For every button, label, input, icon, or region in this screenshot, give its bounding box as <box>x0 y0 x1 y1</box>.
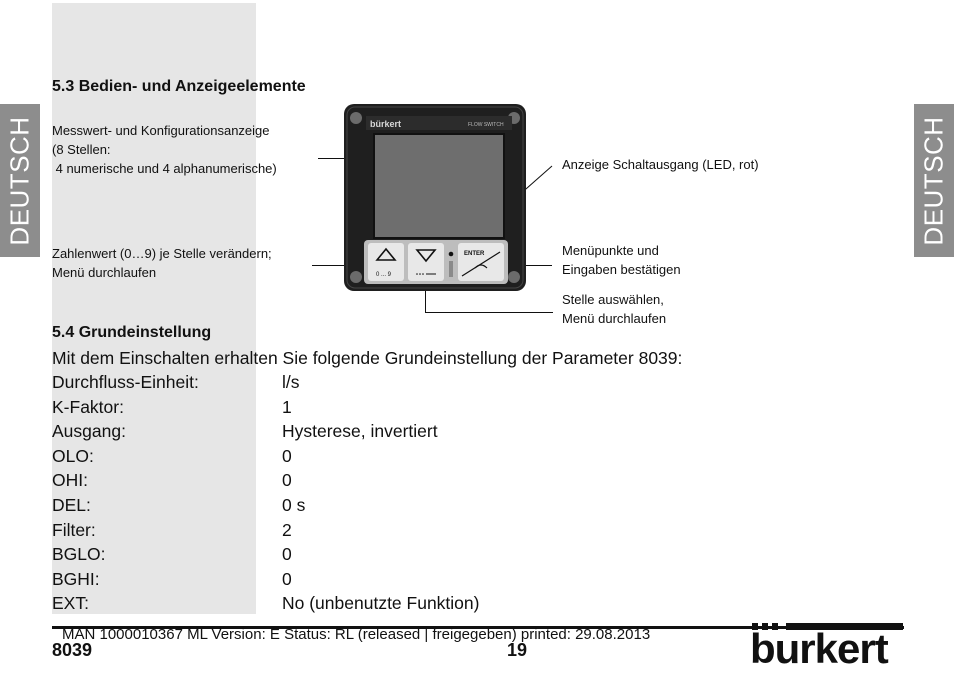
param-value: Hysterese, invertiert <box>282 421 438 442</box>
leader-select-horizontal <box>425 312 553 313</box>
param-key: EXT: <box>52 593 89 614</box>
callout-display-line3: 4 numerische und 4 alphanumerische) <box>52 161 277 176</box>
device-brand: bürkert <box>370 119 402 129</box>
callout-led: Anzeige Schaltausgang (LED, rot) <box>562 157 759 172</box>
intro-text: Mit dem Einschalten erhalten Sie folgende Grundeinstellung der Parameter 8039: <box>52 348 683 368</box>
param-key: Filter: <box>52 519 96 540</box>
param-value: No (unbenutzte Funktion) <box>282 593 480 614</box>
language-tab-right <box>914 104 954 257</box>
lcd-display <box>374 134 504 238</box>
param-key: BGHI: <box>52 568 100 589</box>
callout-display-line2: (8 Stellen: <box>52 142 111 157</box>
callout-enter-line2: Eingaben bestätigen <box>562 262 681 277</box>
callout-select-line1: Stelle auswählen, <box>562 292 664 307</box>
screw-icon <box>350 112 362 124</box>
flow-switch-device <box>344 104 526 291</box>
button-up-caption: 0 ... 9 <box>376 272 392 278</box>
language-tab-left <box>0 104 40 257</box>
page-number: 19 <box>507 640 528 660</box>
burkert-logo <box>750 619 903 671</box>
callout-enter-line1: Menüpunkte und <box>562 243 659 258</box>
param-value: 0 s <box>282 494 306 515</box>
button-enter[interactable] <box>458 243 504 281</box>
callout-display-line1: Messwert- und Konfigurationsanzeige <box>52 123 270 138</box>
param-value: 1 <box>282 396 292 417</box>
param-key: OHI: <box>52 470 88 491</box>
section-heading-5-3: 5.3 Bedien- und Anzeigeelemente <box>52 78 306 95</box>
param-key: Durchfluss-Einheit: <box>52 372 199 392</box>
device-model: FLOW SWITCH <box>468 122 504 128</box>
param-key: K-Faktor: <box>52 396 124 417</box>
param-key: OLO: <box>52 445 94 466</box>
param-value: 0 <box>282 470 292 491</box>
param-value: l/s <box>282 372 300 392</box>
param-key: BGLO: <box>52 544 106 565</box>
language-tab-label: DEUTSCH <box>4 115 35 246</box>
callout-digit-line2: Menü durchlaufen <box>52 265 157 280</box>
section-heading-5-4: 5.4 Grundeinstellung <box>52 324 212 341</box>
param-key: Ausgang: <box>52 421 126 442</box>
param-value: 0 <box>282 568 292 589</box>
param-value: 2 <box>282 519 292 540</box>
screw-icon <box>350 271 362 283</box>
footer-model-number: 8039 <box>52 640 93 660</box>
footer-document-meta: MAN 1000010367 ML Version: E Status: RL (released | freigegeben) printed: 29.08.2013 <box>62 626 651 643</box>
screw-icon <box>508 271 520 283</box>
param-value: 0 <box>282 445 292 466</box>
language-tab-label: DEUTSCH <box>918 115 949 246</box>
logo-wordmark: burkert <box>750 625 888 672</box>
button-enter-label: ENTER <box>464 251 485 257</box>
param-key: DEL: <box>52 494 91 515</box>
param-value: 0 <box>282 544 292 565</box>
callout-digit-line1: Zahlenwert (0…9) je Stelle verändern; <box>52 246 272 261</box>
callout-select-line2: Menü durchlaufen <box>562 311 667 326</box>
led-indicator <box>449 252 454 257</box>
